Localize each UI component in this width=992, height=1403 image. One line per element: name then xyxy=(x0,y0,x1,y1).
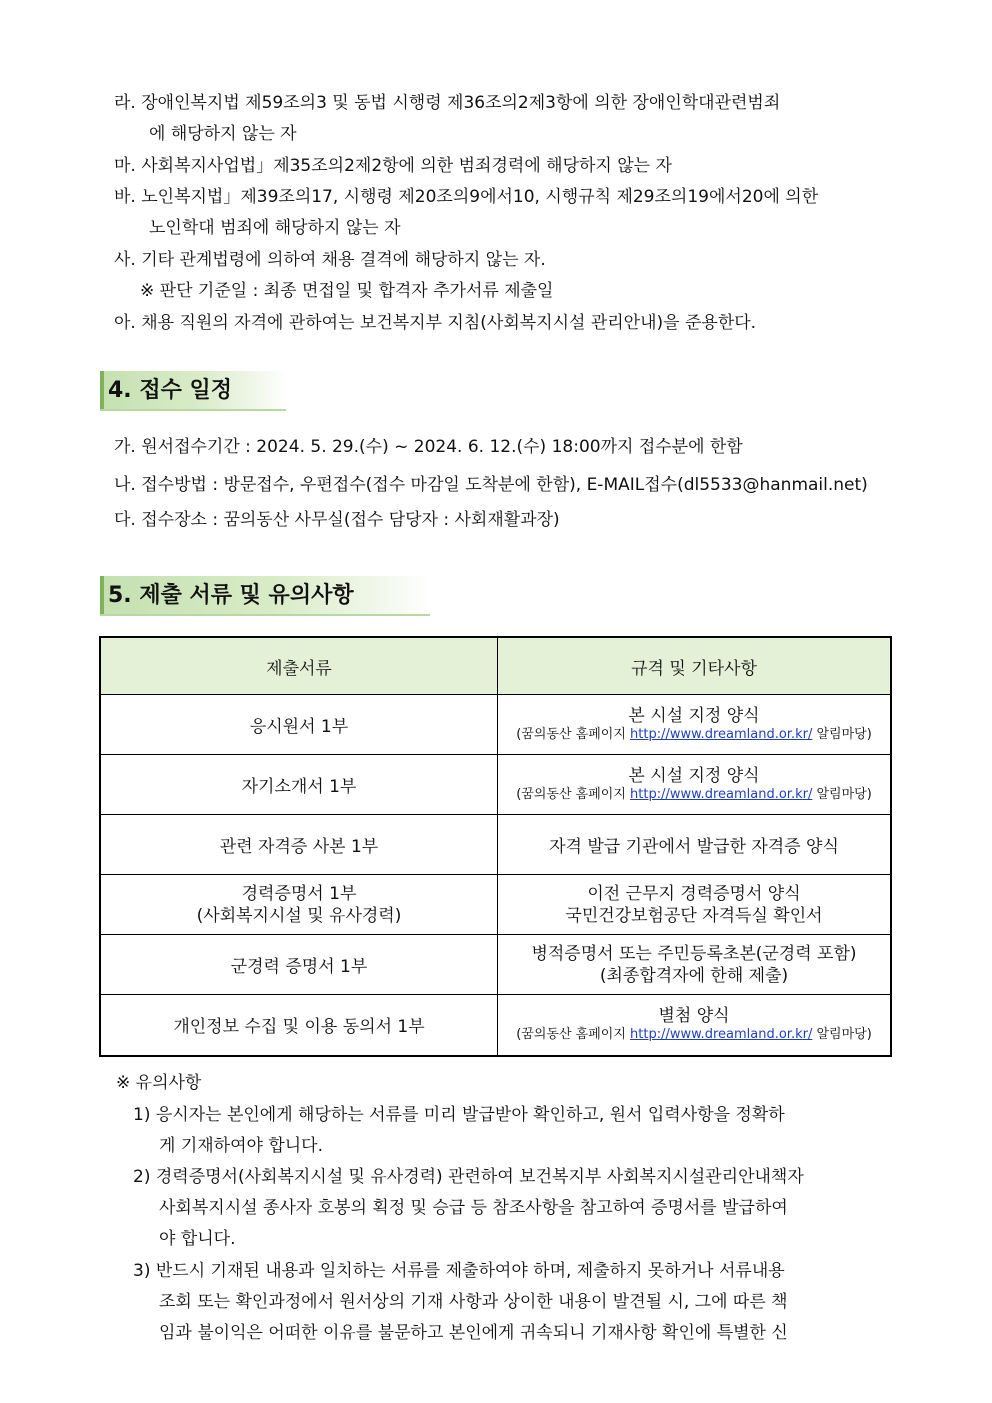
header-spec: 규격 및 기타사항 xyxy=(498,637,892,695)
table-row xyxy=(100,695,891,755)
spec-note xyxy=(498,1026,890,1044)
item-label: 라. xyxy=(114,93,136,113)
item-text: 장애인복지법 제59조의3 및 동법 시행령 제36조의2제3항에 의한 장애인학대관련범죄 xyxy=(141,93,781,113)
note-suffix: 알림마당) xyxy=(812,786,872,802)
list-item xyxy=(114,155,672,177)
table-row xyxy=(100,755,891,815)
list-item xyxy=(114,474,868,496)
item-text: 접수방법 : 방문접수, 우편접수(접수 마감일 도착분에 한함), E-MAIL접수(dl5533@hanmail.net) xyxy=(141,475,868,495)
list-item-continuation: 에 해당하지 않는 자 xyxy=(149,124,297,144)
doc-text: 경력증명서 1부 xyxy=(241,883,357,904)
table-header-row xyxy=(100,637,891,695)
section-heading-5: 5. 제출 서류 및 유의사항 xyxy=(100,576,430,616)
note-number: 3) xyxy=(133,1261,151,1281)
spec-text: 본 시설 지정 양식 xyxy=(628,705,760,726)
spec-text: 병적증명서 또는 주민등록초본(군경력 포함) xyxy=(531,943,857,964)
list-item xyxy=(114,312,756,334)
item-label: 다. xyxy=(114,510,136,530)
table-row xyxy=(100,815,891,875)
spec-cell xyxy=(498,935,892,995)
doc-subtext: (사회복지시설 및 유사경력) xyxy=(196,905,402,926)
note-line: 게 기재하여야 합니다. xyxy=(159,1136,324,1156)
spec-note xyxy=(498,726,890,744)
item-text: 사회복지사업법」제35조의2제2항에 의한 범죄경력에 해당하지 않는 자 xyxy=(141,156,672,176)
item-label: 나. xyxy=(114,475,136,495)
item-text: 노인복지법」제39조의17, 시행령 제20조의9에서10, 시행규칙 제29조의19에서20에 의한 xyxy=(141,187,819,207)
doc-cell: 응시원서 1부 xyxy=(100,695,498,755)
doc-cell: 관련 자격증 사본 1부 xyxy=(100,815,498,875)
homepage-link[interactable]: http://www.dreamland.or.kr/ xyxy=(630,786,813,802)
note-line: 임과 불이익은 어떠한 이유를 불문하고 본인에게 귀속되니 기재사항 확인에 특별한 신 xyxy=(159,1323,788,1343)
doc-cell xyxy=(100,875,498,935)
item-text: 원서접수기간 : 2024. 5. 29.(수) ~ 2024. 6. 12.(수) 18:00까지 접수분에 한함 xyxy=(141,437,743,457)
spec-text: 이전 근무지 경력증명서 양식 xyxy=(587,883,801,904)
table-row xyxy=(100,935,891,995)
spec-subtext: (최종합격자에 한해 제출) xyxy=(599,965,789,986)
spec-cell xyxy=(498,755,892,815)
spec-cell xyxy=(498,995,892,1056)
item-text: 판단 기준일 : 최종 면접일 및 합격자 추가서류 제출일 xyxy=(159,281,554,301)
item-label: 사. xyxy=(114,250,136,270)
note-line: 반드시 기재된 내용과 일치하는 서류를 제출하여야 하며, 제출하지 못하거나 서류내용 xyxy=(155,1261,785,1281)
header-documents: 제출서류 xyxy=(100,637,498,695)
criteria-note xyxy=(140,280,553,302)
table-row xyxy=(100,875,891,935)
list-item xyxy=(114,186,818,208)
doc-cell: 개인정보 수집 및 이용 동의서 1부 xyxy=(100,995,498,1056)
item-label: 바. xyxy=(114,187,136,207)
item-label: 마. xyxy=(114,156,136,176)
section-heading-4: 4. 접수 일정 xyxy=(100,371,286,411)
note-suffix: 알림마당) xyxy=(812,1026,872,1042)
note-prefix: (꿈의동산 홈페이지 xyxy=(516,726,631,742)
list-item xyxy=(114,249,546,271)
note-line: 조회 또는 확인과정에서 원서상의 기재 사항과 상이한 내용이 발견될 시, 그에 따른 책 xyxy=(159,1292,788,1312)
spec-text: 별첨 양식 xyxy=(658,1005,730,1026)
note-line: 야 합니다. xyxy=(159,1229,236,1249)
documents-table xyxy=(99,636,892,1057)
note-item xyxy=(133,1260,785,1282)
list-item xyxy=(114,92,780,114)
homepage-link[interactable]: http://www.dreamland.or.kr/ xyxy=(630,1026,813,1042)
spec-cell xyxy=(498,695,892,755)
note-line: 경력증명서(사회복지시설 및 유사경력) 관련하여 보건복지부 사회복지시설관리안내책자 xyxy=(155,1167,804,1187)
spec-subtext: 국민건강보험공단 자격득실 확인서 xyxy=(565,905,823,926)
doc-cell: 자기소개서 1부 xyxy=(100,755,498,815)
spec-cell xyxy=(498,875,892,935)
note-prefix: (꿈의동산 홈페이지 xyxy=(516,1026,631,1042)
item-text: 접수장소 : 꿈의동산 사무실(접수 담당자 : 사회재활과장) xyxy=(141,510,560,530)
note-number: 1) xyxy=(133,1105,151,1125)
item-text: 채용 직원의 자격에 관하여는 보건복지부 지침(사회복지시설 관리안내)을 준용한다. xyxy=(141,313,757,333)
note-suffix: 알림마당) xyxy=(812,726,872,742)
list-item xyxy=(114,509,560,531)
doc-cell: 군경력 증명서 1부 xyxy=(100,935,498,995)
spec-note xyxy=(498,786,890,804)
spec-text: 본 시설 지정 양식 xyxy=(628,765,760,786)
homepage-link[interactable]: http://www.dreamland.or.kr/ xyxy=(630,726,813,742)
item-label: 가. xyxy=(114,437,136,457)
table-row xyxy=(100,995,891,1056)
note-prefix: (꿈의동산 홈페이지 xyxy=(516,786,631,802)
notes-title: ※ 유의사항 xyxy=(116,1073,202,1093)
note-item xyxy=(133,1166,804,1188)
list-item-continuation: 노인학대 범죄에 해당하지 않는 자 xyxy=(149,218,401,238)
note-item xyxy=(133,1104,785,1126)
list-item xyxy=(114,436,743,458)
note-line: 응시자는 본인에게 해당하는 서류를 미리 발급받아 확인하고, 원서 입력사항을 정확하 xyxy=(155,1105,785,1125)
item-label: 아. xyxy=(114,313,136,333)
note-line: 사회복지시설 종사자 호봉의 획정 및 승급 등 참조사항을 참고하여 증명서를 발급하여 xyxy=(159,1198,788,1218)
spec-cell: 자격 발급 기관에서 발급한 자격증 양식 xyxy=(498,815,892,875)
item-text: 기타 관계법령에 의하여 채용 결격에 해당하지 않는 자. xyxy=(141,250,546,270)
note-number: 2) xyxy=(133,1167,151,1187)
note-mark: ※ xyxy=(140,281,155,301)
